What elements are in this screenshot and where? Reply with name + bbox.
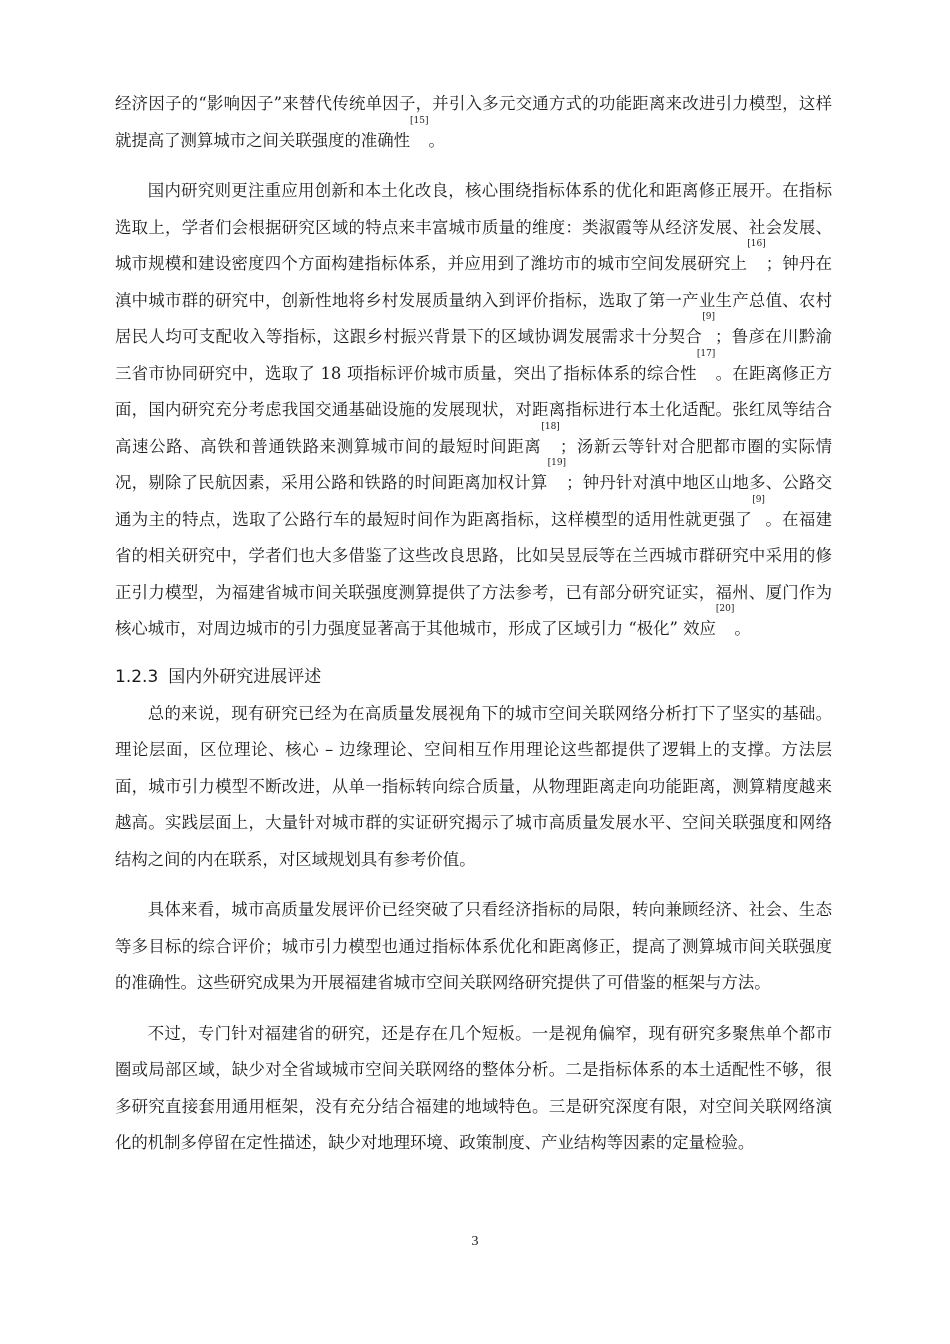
text-run: 。在福建省的相关研究中，学者们也大多借鉴了这些改良思路，比如吴昱辰等在兰西城市群研究中采用的修正引力模型，为福建省城市间关联强度测算提供了方法参考，已有部分研究证实，福州、厦门作为核心城市，对周边城市的引力强度显著高于其他城市，形成了区域引力 “极化” 效应: [115, 509, 833, 638]
paragraph-domestic-research: [115, 173, 832, 648]
text-run: 。在距离修正方面，国内研究充分考虑我国交通基础设施的发展现状，对距离指标进行本土化适配。张红凤等结合高速公路、高铁和普通铁路来测算城市间的最短时间距离: [115, 363, 832, 456]
citation: [16]: [747, 239, 766, 249]
paragraph-shortcomings: 不过，专门针对福建省的研究，还是存在几个短板。一是视角偏窄，现有研究多聚焦单个都市圈或局部区域，缺少对全省域城市空间关联网络的整体分析。二是指标体系的本土适配性不够，很多研究直接套用通用框架，没有充分结合福建的地域特色。三是研究深度有限，对空间关联网络演化的机制多停留在定性描述，缺少对地理环境、政策制度、产业结构等因素的定量检验。: [115, 1023, 832, 1152]
citation: [19]: [547, 458, 567, 468]
text-run: ；钟丹在滇中城市群的研究中，创新性地将乡村发展质量纳入到评价指标，选取了第一产业生产总值、农村居民人均可支配收入等指标，这跟乡村振兴背景下的区域协调发展需求十分契合: [115, 254, 833, 346]
section-heading: [115, 662, 832, 692]
text-run: ；汤新云等针对合肥都市圈的实际情况，剔除了民航因素，采用公路和铁路的时间距离加权计算: [115, 436, 832, 492]
text-run: ；鲁彦在川黔渝三省市协同研究中，选取了 18 项指标评价城市质量，突出了指标体系的综合性: [115, 327, 833, 383]
citation: [15]: [410, 115, 429, 126]
citation: [18]: [541, 421, 560, 432]
text-run: 。: [734, 619, 751, 638]
section-number: 1.2.3: [115, 666, 159, 687]
citation: [9]: [702, 312, 715, 322]
text-run: ；钟丹针对滇中地区山地多、公路交通为主的特点，选取了公路行车的最短时间作为距离指标，这样模型的适用性就更强了: [115, 473, 833, 529]
page-content: [115, 86, 832, 1176]
section-title: 国内外研究进展评述: [168, 666, 322, 687]
citation: [9]: [752, 494, 765, 505]
page-number: 3: [471, 1234, 479, 1249]
text-run: 国内研究则更注重应用创新和本土化改良，核心围绕指标体系的优化和距离修正展开。在指标选取上，学者们会根据研究区域的特点来丰富城市质量的维度：类淑霞等从经济发展、社会发展、城市规模和建设密度四个方面构建指标体系，并应用到了潍坊市的城市空间发展研究上: [115, 181, 832, 273]
paragraph-tail: 。: [428, 130, 445, 150]
citation: [17]: [696, 348, 716, 359]
paragraph-text: 经济因子的“影响因子”来替代传统单因子，并引入多元交通方式的功能距离来改进引力模型，这样就提高了测算城市之间关联强度的准确性: [115, 94, 832, 150]
paragraph-continued: [115, 86, 832, 159]
paragraph-specific: 具体来看，城市高质量发展评价已经突破了只看经济指标的局限，转向兼顾经济、社会、生态等多目标的综合评价；城市引力模型也通过指标体系优化和距离修正，提高了测算城市间关联强度的准确性。这些研究成果为开展福建省城市空间关联网络研究提供了可借鉴的框架与方法。: [115, 900, 832, 992]
paragraph-summary: 总的来说，现有研究已经为在高质量发展视角下的城市空间关联网络分析打下了坚实的基础。理论层面，区位理论、核心 – 边缘理论、空间相互作用理论这些都提供了逻辑上的支撑。方法层面，城市引力模型不断改进，从单一指标转向综合质量，从物理距离走向功能距离，测算精度越来越高。实践层面上，大量针对城市群的实证研究揭示了城市高质量发展水平、空间关联强度和网络结构之间的内在联系，对区域规划具有参考价值。: [115, 703, 832, 869]
citation: [20]: [715, 604, 735, 614]
